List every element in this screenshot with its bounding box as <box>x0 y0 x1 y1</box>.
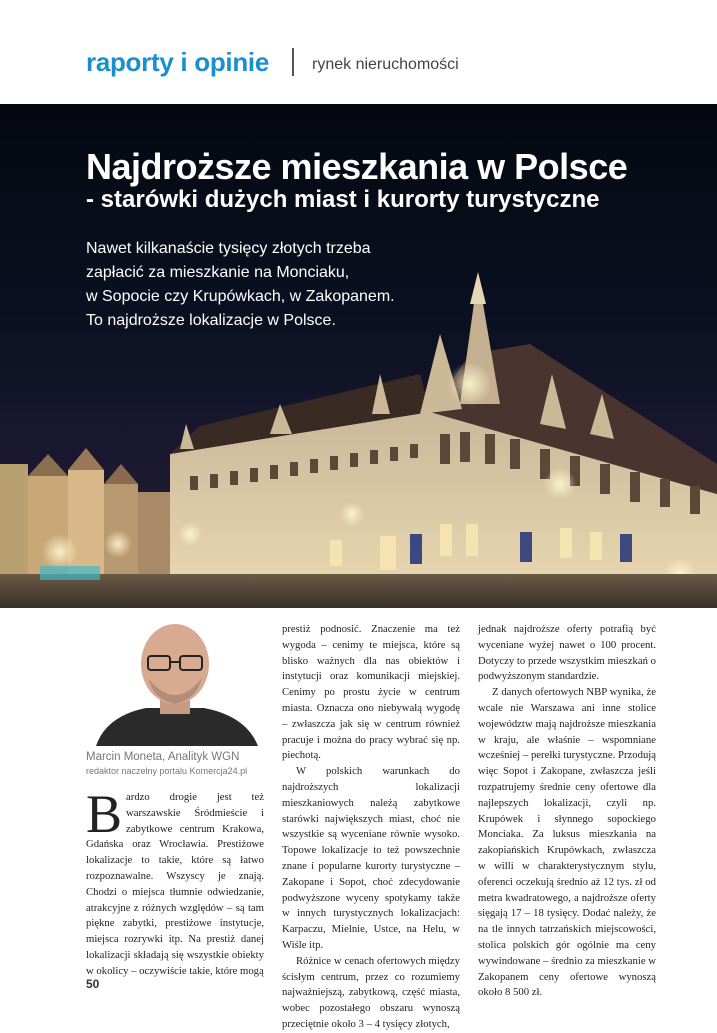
section-title: raporty i opinie <box>86 47 270 77</box>
lead-line: Nawet kilkanaście tysięcy złotych trzeba <box>86 240 371 257</box>
paragraph: prestiż podnosić. Znaczenie ma też wygoda – cenimy te miejsca, które są blisko ważnych dla nas obiektów i instytucji oraz komunikacji miejskiej. Cenimy po prostu życie w centrum miasta. Oznacza ono niebywałą wygodę – zwłaszcza jak się w centrum również pracuje i można do pracy wybrać się np. piechotą. <box>282 623 460 762</box>
hero-photo <box>0 104 717 608</box>
page-header <box>0 0 717 104</box>
article-column-1 <box>86 784 264 980</box>
author-photo <box>86 616 264 746</box>
lead-line: To najdroższe lokalizacje w Polsce. <box>86 312 336 329</box>
page-number: 50 <box>86 977 100 991</box>
paragraph: Z danych ofertowych NBP wynika, że wcale nie Warszawa ani inne stolice województw mają najdroższe mieszkania w kraju, ale właśnie – wspomniane wcześniej – perełki turystyczne. Przodują więc Sopot i Zakopane, zwłaszcza jeśli rozpatrujemy średnie ceny ofertowe dla najlepszych lokalizacji, czyli np. Krupówek i słynnego sopockiego Monciaka. Za luksus mieszkania na zakopiańskich Krupówkach, zwłaszcza w willi w charakterystycznym stylu, oferenci oczekują średnio aż 12 tys. zł od metra kwadratowego, a najdroższe oferty sięgają 17 – 18 tysięcy. Dodać należy, że na tle innych tatrzańskich miejscowości, stolica polskich gór ogólnie ma ceny wywindowane – średnio za mieszkanie w Zakopanem ceny ofertowe wynoszą około 8 500 zł. <box>478 686 656 999</box>
author-position: redaktor naczelny portalu Komercja24.pl <box>86 766 248 776</box>
article-column-2 <box>282 622 460 1033</box>
header-separator <box>292 48 294 76</box>
article-column-3 <box>478 622 656 1001</box>
lead-line: zapłacić za mieszkanie na Monciaku, <box>86 264 350 281</box>
drop-cap: B <box>86 784 123 844</box>
subsection-title: rynek nieruchomości <box>312 56 459 73</box>
paragraph: Różnice w cenach ofertowych między ścisłym centrum, przez co rozumiemy najważniejszą, zabytkową, część miasta, wobec pozostałego obszaru wynoszą przeciętnie około 3 – 4 tysięcy złotych, <box>282 954 460 1030</box>
lead-line: w Sopocie czy Krupówkach, w Zakopanem. <box>86 288 395 305</box>
paragraph: jednak najdroższe oferty potrafią być wyceniane wyżej nawet o 100 procent. Dotyczy to przede wszystkim mieszkań o podwyższonym standardzie. <box>478 623 656 683</box>
paragraph: ardzo drogie jest też warszawskie Śródmieście i zabytkowe centrum Krakowa, Gdańska oraz Wrocławia. Prestiżowe lokalizacje to takie, które są łatwo rozpoznawalne. Wszyscy je znają. Chodzi o miejsca tłumnie odwiedzanie, atrakcyjne z różnych względów – są tam piękne zabytki, prestiżowe instytucje, miejsca rozrywki itp. Na prestiż danej lokalizacji składają się wszystkie obiekty w okolicy – oczywiście takie, które mogą <box>86 791 264 977</box>
article-lead <box>86 237 446 333</box>
article-subtitle: - starówki dużych miast i kurorty turystyczne <box>86 186 600 213</box>
paragraph: W polskich warunkach do najdroższych lokalizacji mieszkaniowych należą zabytkowe starówki największych miast, choć nie wszystkie są wyceniane równie wysoko. Topowe lokalizacje to też powszechnie znane i popularne kurorty turystyczne – Zakopane i Sopot, choć zdecydowanie podwyższone wyceny spotykamy także w innych turystycznych lokalizacjach: Karpaczu, Mielnie, Ustce, na Helu, w Wiśle itp. <box>282 765 460 951</box>
article-title: Najdroższe mieszkania w Polsce <box>86 146 628 187</box>
author-name: Marcin Moneta, Analityk WGN <box>86 751 240 763</box>
